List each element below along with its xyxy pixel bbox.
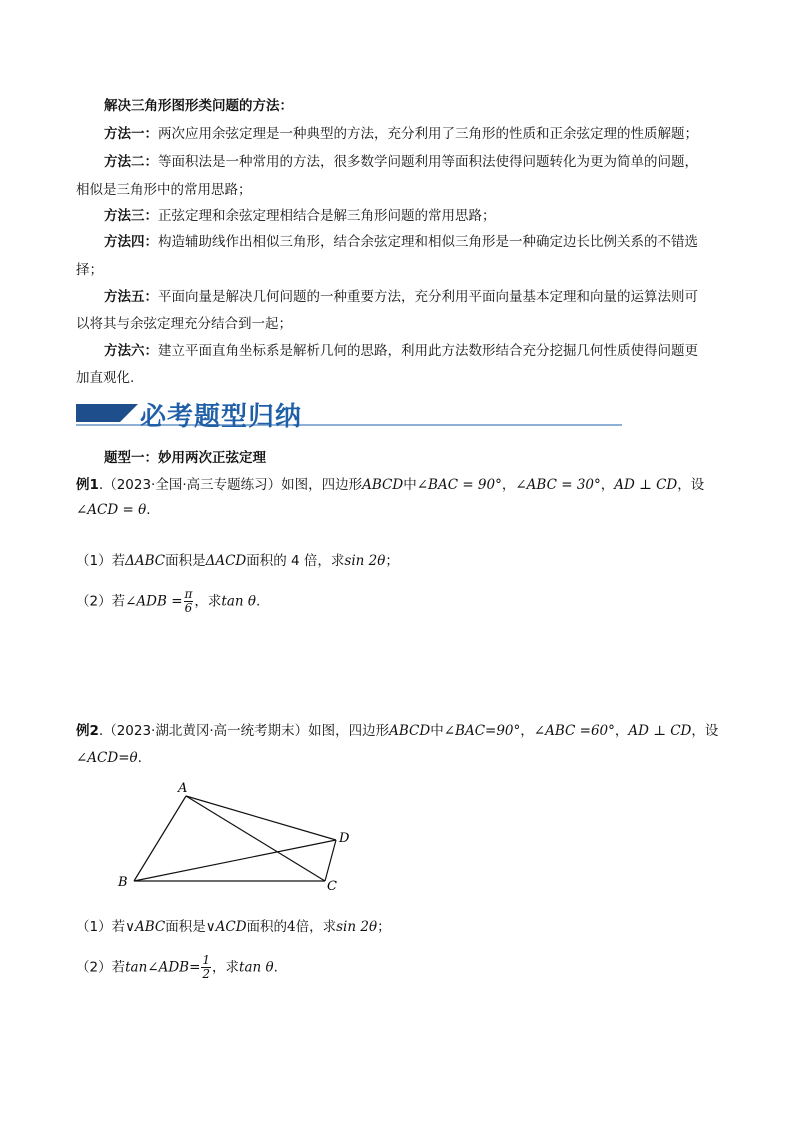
- example-1-source: .（2023·全国·高三专题练习）如图，四边形: [98, 477, 363, 493]
- method-2-text-a: 等面积法是一种常用的方法，很多数学问题利用等面积法使得问题转化为更为简单的问题，: [158, 154, 698, 170]
- triangle-abc: ∨ABC: [125, 919, 166, 935]
- q2-end: .: [256, 593, 261, 610]
- q1-text-b: 面积是: [165, 919, 206, 935]
- example-2-stem: 例2.（2023·湖北黄冈·高一统考期末）如图，四边形ABCD中∠BAC=90°，∠ABC =60°，AD ⊥ CD，设: [76, 723, 719, 739]
- method-4-label: 方法四：: [104, 234, 158, 250]
- angle-abc: ∠ABC =60°: [533, 723, 615, 739]
- q1-expr: sin 2θ: [336, 919, 378, 935]
- frac-num: 1: [202, 953, 211, 967]
- text-zhong: 中: [403, 477, 417, 493]
- angle-bac: ∠BAC=90°: [443, 723, 521, 739]
- method-2-text-b: 相似是三角形中的常用思路；: [76, 182, 252, 198]
- example-2-label: 例2: [76, 723, 99, 739]
- triangle-acd: ∨ACD: [205, 919, 247, 935]
- method-1-label: 方法一：: [104, 126, 158, 142]
- method-1-text: 两次应用余弦定理是一种典型的方法，充分利用了三角形的性质和正余弦定理的性质解题；: [158, 126, 698, 142]
- q2-prefix: （2）若: [76, 593, 126, 610]
- q1-prefix: （1）若: [76, 553, 126, 569]
- q1-expr: sin 2θ: [344, 553, 386, 569]
- q2-text-b: ，求: [212, 959, 240, 976]
- text-she: ，设: [677, 477, 705, 493]
- method-4-text-a: 构造辅助线作出相似三角形，结合余弦定理和相似三角形是一种确定边长比例关系的不错选: [158, 234, 698, 250]
- example-1-stem: 例1.（2023·全国·高三专题练习）如图，四边形ABCD中∠BAC = 90°，∠ABC = 30°，AD ⊥ CD，设: [76, 477, 705, 493]
- q1-text-d: 倍，求: [295, 919, 337, 935]
- method-2-label: 方法二：: [104, 154, 158, 170]
- method-3-text: 正弦定理和余弦定理相结合是解三角形问题的常用思路；: [158, 208, 496, 224]
- fraction-pi-over-6: [184, 588, 194, 615]
- angle-abc: ∠ABC = 30°: [515, 477, 601, 493]
- method-5: [104, 287, 698, 307]
- perp-condition: AD ⊥ CD: [628, 723, 692, 739]
- text-zhong: 中: [430, 723, 444, 739]
- method-6: [104, 341, 698, 361]
- vertex-d-label: D: [339, 831, 350, 846]
- quad-name: ABCD: [362, 477, 404, 493]
- fraction-one-half: [201, 954, 211, 981]
- method-1: [104, 124, 698, 144]
- q1-text-c: 面积的: [246, 919, 288, 935]
- q1-text-c: 面积的 4 倍，求: [246, 553, 345, 569]
- q2-text-b: ，求: [194, 593, 222, 610]
- edge-ac: [186, 796, 325, 881]
- edge-ad: [186, 796, 336, 840]
- q1-text-b: 面积是: [165, 553, 206, 569]
- angle-acd: ∠ACD=θ: [76, 750, 138, 766]
- triangle-acd: ΔACD: [205, 553, 247, 569]
- q2-end: .: [273, 959, 278, 976]
- edge-dc: [325, 840, 336, 881]
- tan-angle-adb: tan∠ADB=: [125, 959, 201, 976]
- perp-condition: AD ⊥ CD: [614, 477, 678, 493]
- angle-bac: ∠BAC = 90°: [416, 477, 502, 493]
- banner-bar-decoration: [76, 404, 120, 422]
- example-1-q2: [76, 588, 260, 615]
- edge-ab: [134, 796, 186, 881]
- q2-expr: tan θ: [221, 593, 256, 610]
- triangle-abc: ΔABC: [125, 553, 166, 569]
- vertex-b-label: B: [118, 875, 128, 890]
- example-2-q1: [76, 917, 391, 937]
- method-5-text-a: 平面向量是解决几何问题的一种重要方法，充分利用平面向量基本定理和向量的运算法则可: [158, 289, 698, 305]
- section-title: 必考题型归纳: [140, 402, 303, 432]
- method-5-text-b: 以将其与余弦定理充分结合到一起；: [76, 316, 292, 332]
- q2-prefix: （2）若: [76, 959, 126, 976]
- method-4-text-b: 择；: [76, 262, 103, 278]
- method-6-label: 方法六：: [104, 343, 158, 359]
- quad-name: ABCD: [389, 723, 431, 739]
- frac-den: 6: [184, 601, 193, 615]
- method-2: [104, 152, 698, 172]
- methods-heading: 解决三角形图形类问题的方法：: [104, 98, 293, 114]
- q1-prefix: （1）若: [76, 919, 126, 935]
- method-3-label: 方法三：: [104, 208, 158, 224]
- q1-number: 4: [287, 919, 296, 935]
- question-type-heading: 题型一：妙用两次正弦定理: [104, 450, 266, 466]
- method-3: [104, 206, 496, 226]
- vertex-a-label: A: [178, 781, 188, 796]
- method-6-text-b: 加直观化.: [76, 370, 135, 386]
- example-1-label: 例1: [76, 477, 99, 493]
- banner-triangle-decoration: [120, 404, 138, 422]
- frac-den: 2: [202, 967, 211, 981]
- angle-acd: ∠ACD = θ: [76, 502, 147, 518]
- edge-bd: [134, 840, 336, 881]
- example-1-stem-line2: ∠ACD = θ.: [76, 502, 151, 518]
- angle-adb: ∠ADB =: [125, 593, 183, 610]
- section-banner: [76, 396, 622, 432]
- example-2-stem-line2: ∠ACD=θ.: [76, 750, 142, 766]
- q1-end: ；: [377, 919, 391, 935]
- method-5-label: 方法五：: [104, 289, 158, 305]
- frac-num: π: [184, 587, 193, 601]
- method-4: [104, 232, 698, 252]
- q1-end: ；: [385, 553, 399, 569]
- text-she: ，设: [691, 723, 719, 739]
- example-2-source: .（2023·湖北黄冈·高一统考期末）如图，四边形: [98, 723, 390, 739]
- example-1-q1: [76, 551, 399, 571]
- q2-expr: tan θ: [239, 959, 274, 976]
- example-2-q2: [76, 954, 278, 981]
- quadrilateral-figure: [110, 780, 360, 895]
- method-6-text-a: 建立平面直角坐标系是解析几何的思路，利用此方法数形结合充分挖掘几何性质使得问题更: [158, 343, 698, 359]
- vertex-c-label: C: [327, 879, 337, 894]
